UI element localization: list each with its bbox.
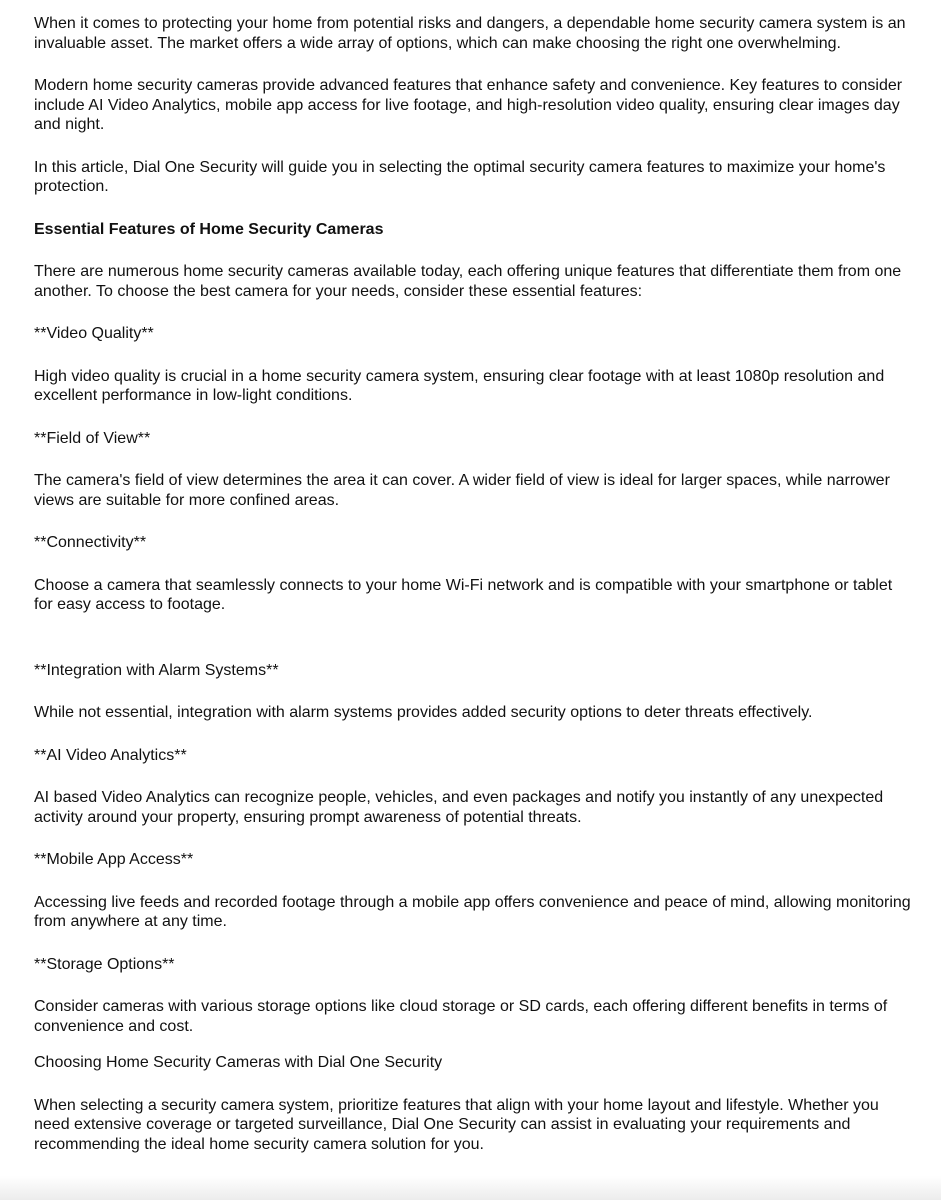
section-heading-choosing-cameras: Choosing Home Security Cameras with Dial One Security [34,1054,443,1071]
bottom-fade [0,1176,941,1200]
video-quality-paragraph: High video quality is crucial in a home security camera system, ensuring clear footage with at least 1080p resolution and excellent performance in low-light conditions. [34,367,885,404]
features-overview-paragraph: Modern home security cameras provide advanced features that enhance safety and convenience. Key features to consider include AI Video Analytics, mobile app access for live footage, and high-resolution video quality, ensuring clear images day and night. [34,77,903,133]
subheading-connectivity: **Connectivity** [34,534,147,551]
field-of-view-paragraph: The camera's field of view determines the area it can cover. A wider field of view is ideal for larger spaces, while narrower views are suitable for more confined areas. [34,472,890,509]
ai-video-analytics-paragraph: AI based Video Analytics can recognize people, vehicles, and even packages and notify you instantly of any unexpected activity around your property, ensuring prompt awareness of potential threats. [34,789,884,826]
subheading-field-of-view: **Field of View** [34,429,151,447]
mobile-app-access-paragraph: Accessing live feeds and recorded footage through a mobile app offers convenience and peace of mind, allowing monitoring from anywhere at any time. [34,893,911,930]
subheading-storage-options: **Storage Options** [34,955,175,973]
section-heading-essential-features: Essential Features of Home Security Cameras [34,220,384,238]
storage-options-paragraph: Consider cameras with various storage options like cloud storage or SD cards, each offering different benefits in terms of convenience and cost. [34,998,888,1035]
closing-paragraph: When selecting a security camera system, prioritize features that align with your home layout and lifestyle. Whether you need extensive coverage or targeted surveillance, Dial One Security can assist in evaluating your requirements and recommending the ideal home security camera solution for you. [34,1096,879,1153]
essential-features-intro: There are numerous home security cameras available today, each offering unique features that differentiate them from one another. To choose the best camera for your needs, consider these essential features: [34,263,902,300]
intro-paragraph: When it comes to protecting your home from potential risks and dangers, a dependable home security camera system is an invaluable asset. The market offers a wide array of options, which can make choosing the right one overwhelming. [34,15,906,52]
subheading-alarm-integration: **Integration with Alarm Systems** [34,661,279,679]
alarm-integration-paragraph: While not essential, integration with alarm systems provides added security options to deter threats effectively. [34,704,813,721]
connectivity-paragraph: Choose a camera that seamlessly connects to your home Wi-Fi network and is compatible with your smartphone or tablet for easy access to footage. [34,576,893,613]
document-body [34,14,914,1177]
article-purpose-paragraph: In this article, Dial One Security will guide you in selecting the optimal security camera features to maximize your home's protection. [34,158,886,195]
subheading-ai-video-analytics: **AI Video Analytics** [34,746,187,764]
subheading-video-quality: **Video Quality** [34,325,154,342]
subheading-mobile-app-access: **Mobile App Access** [34,851,194,868]
